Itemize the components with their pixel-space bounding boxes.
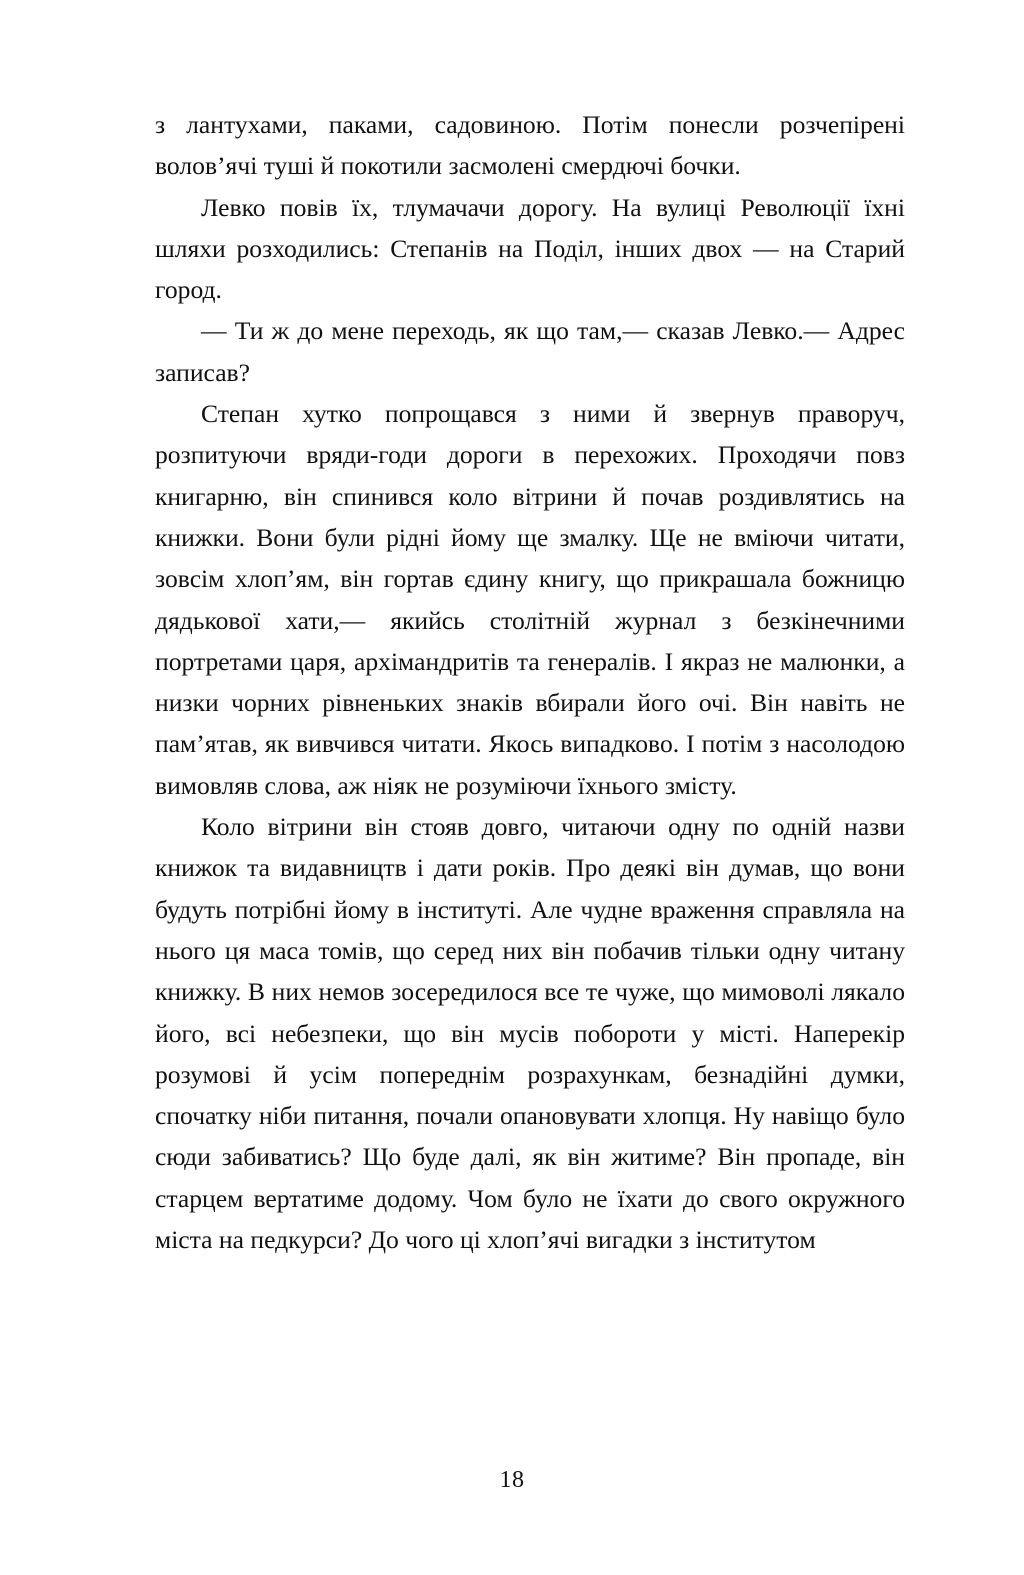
page-number: 18 — [499, 1467, 525, 1493]
body-paragraph: Коло вітрини він стояв довго, читаючи одну по одній назви книжок та видавництв і дати років. Про деякі він думав, що вони будуть потрібні йому в інституті. Але чудне враження справляла на нього ця маса томів, що серед них він побачив тільки одну читану книжку. В них немов зосередилося все те чуже, що мимоволі лякало його, всі небезпеки, що він мусів побороти у місті. Наперекір розумові й усім попереднім розрахункам, безнадійні думки, спочатку ніби питання, почали опановувати хлопця. Ну навіщо було сюди забиватись? Що буде далі, як він житиме? Він пропаде, він старцем вертатиме додому. Чом було не їхати до свого окружного міста на педкурси? До чого ці хлоп’ячі вигадки з інститутом — [155, 812, 905, 1255]
body-paragraph: Степан хутко попрощався з ними й звернув праворуч, розпитуючи вряди-годи дороги в перехожих. Проходячи повз книгарню, він спинився коло вітрини й почав роздивлятись на книжки. Вони були рідні йому ще змалку. Ще не вміючи читати, зовсім хлоп’ям, він гортав єдину книгу, що прикрашала божницю дядькової хати,— якийсь столітній журнал з безкінечними портретами царя, архімандритів та генералів. І якраз не малюнки, а низки чорних рівненьких знаків вбирали його очі. Він навіть не пам’ятав, як вивчився читати. Якось випадково. І потім з насолодою вимовляв слова, аж ніяк не розуміючи їхнього змісту. — [155, 399, 905, 800]
body-paragraph: Левко повів їх, тлумачачи дорогу. На вулиці Революції їхні шляхи розходились: Степанів на Поділ, інших двох — на Старий город. — [155, 192, 905, 305]
body-paragraph: з лантухами, паками, садовиною. Потім понесли розчепірені волов’ячі туші й покотили засмолені смердючі бочки. — [155, 110, 905, 181]
page-text-block — [155, 104, 905, 1260]
dialogue-paragraph: — Ти ж до мене переходь, як що там,— сказав Левко.— Адрес записав? — [155, 316, 905, 387]
